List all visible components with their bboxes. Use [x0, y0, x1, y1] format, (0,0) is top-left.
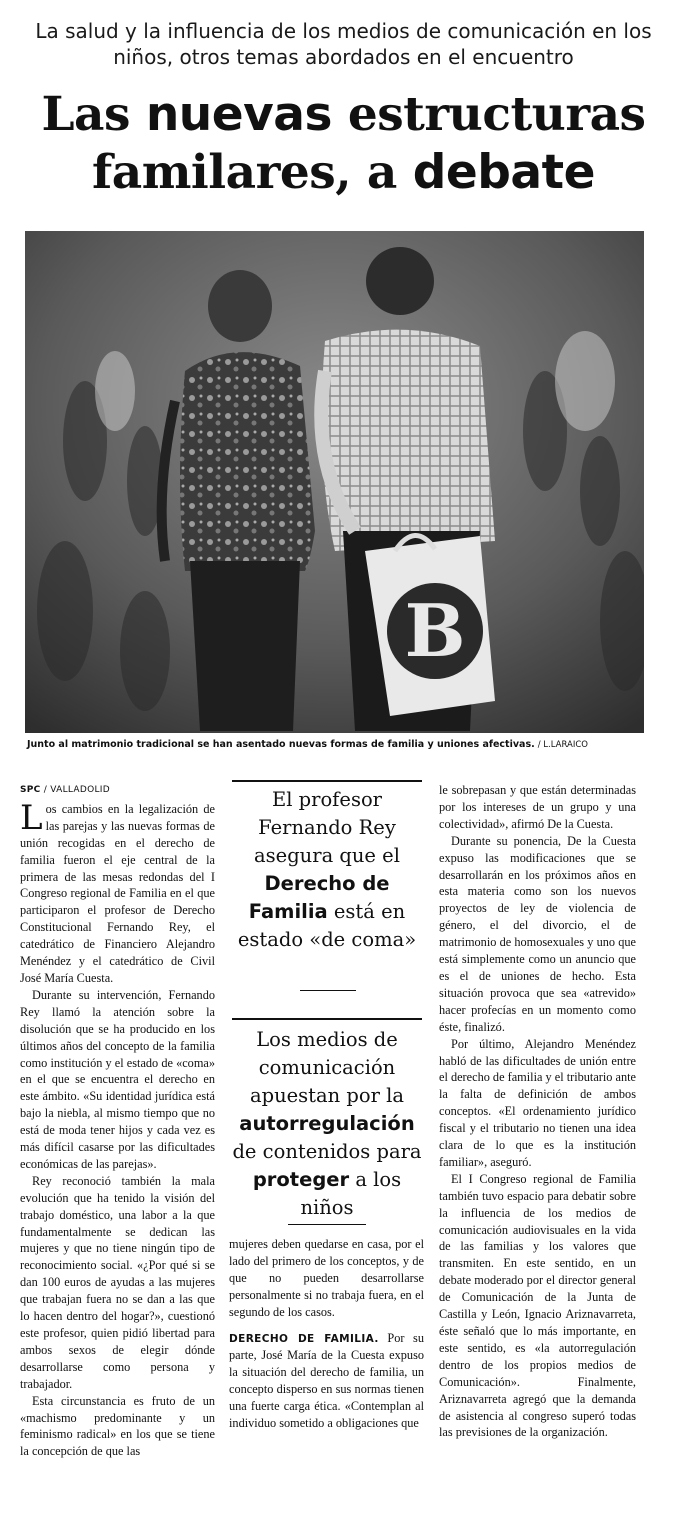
byline-place: / VALLADOLID — [40, 785, 110, 795]
paragraph: Durante su intervención, Fernando Rey llamó la atención sobre la disolución que se ha producido en los últimos años del concepto de la familia como institución y el estado de «coma» en el que se encuentra el derecho en este ámbito. «Su identidad jurídica está bajo la niebla, al mismo tiempo que no está de moda tener hijos y cada vez es más difícil casarse por las dificultades económicas de las parejas». — [20, 987, 215, 1171]
couple-walking-image — [25, 231, 644, 733]
article-subtitle: La salud y la influencia de los medios de comunicación en los niños, otros temas abordados en el encuentro — [35, 19, 652, 69]
pull-quote-text: está en estado «de coma» — [237, 900, 417, 951]
paragraph: Rey reconoció también la mala evolución que ha tenido la visión del trabajo doméstico, una labor a la que fundamentalmente se dedican las mujeres y que no tiene ningún tipo de reconocimiento social. «¿Por qué si se dan 100 euros de ayudas a las mujeres que trabajan fuera no se dan a las que lo hacen dentro del hogar?», cuestionó este profesor, quien pidió libertad para ambos sexos de elegir dónde desarrollarse como persona y trabajador. — [20, 1173, 215, 1391]
pull-quote-text: de contenidos para — [232, 1140, 422, 1163]
paragraph-text: Por su parte, José María de la Cuesta expuso la situación del derecho de familia, un concepto disperso en sus normas tienen una fuerte carga ética. «Contemplan al individuo sometido a obligaciones que — [229, 1330, 424, 1431]
article-column-2 — [229, 1236, 424, 1432]
article-column-3 — [439, 782, 636, 1441]
caption-text: Junto al matrimonio tradicional se han asentado nuevas formas de familia y uniones afectivas. — [27, 739, 535, 750]
byline-agency: SPC — [20, 785, 41, 795]
pull-quote-bold: Derecho de Familia — [248, 872, 390, 923]
pull-quote-bold: autorregulación — [239, 1112, 415, 1135]
pullquote-rule — [232, 1018, 422, 1020]
bag-letter: B — [404, 588, 466, 673]
paragraph: Esta circunstancia es fruto de un «machismo predominante y un feminismo radical» en los que se tiene la concepción de que las — [20, 1393, 215, 1459]
paragraph: El I Congreso regional de Familia también tuvo espacio para debatir sobre la influencia de los medios de comunicación audiovisuales en la vida de las familias y los valores que transmiten. En este sentido, en un debate moderado por el director general de Comunicación de la Junta de Castilla y León, Ignacio Ariznavarreta, éste señaló que lo más importante, en este sentido, es «la autorregulación dentro de los propios medios de Comunicación». Finalmente, Ariznavarreta agregó que la demanda de asistencia al congreso superó todas las previsiones de la organización. — [439, 1171, 636, 1440]
photo-caption — [27, 738, 647, 752]
pullquote-rule — [300, 990, 356, 991]
pull-quote-bold: proteger — [252, 1168, 350, 1191]
headline-bold: debate — [412, 145, 595, 200]
paragraph: Por último, Alejandro Menéndez habló de las dificultades de unión entre el derecho de familia y el tributario ante la falta de definición de ambos conceptos. «El ordenamiento jurídico fiscal y el tributario no tienen una idea clara de lo que es la institución familiar», aseguró. — [439, 1036, 637, 1169]
pullquote-rule — [232, 780, 422, 782]
article-headline — [10, 86, 677, 202]
drop-cap: L — [20, 797, 43, 838]
headline-part: Las — [41, 87, 146, 142]
pull-quote-1 — [232, 786, 422, 954]
paragraph: le sobrepasan y que están determinadas por los intereses de un grupo y una colectividad», afirmó De la Cuesta. — [439, 783, 636, 831]
article-photo — [25, 231, 644, 733]
paragraph: Durante su ponencia, De la Cuesta expuso las modificaciones que se desarrollarán en los próximos años en esta materia como son los nuevos proyectos de ley de violencia de género, el del divorcio, el de matrimonio de homosexuales y uno que está simplemente como un anuncio que es el de uniones de hecho. Esta situación provoca que sea «atrevido» hacer profecías en un momento como éste, finalizó. — [439, 833, 636, 1034]
section-runin-heading: DERECHO DE FAMILIA. — [229, 1332, 379, 1345]
headline-bold: nuevas — [145, 87, 332, 142]
byline — [20, 782, 215, 799]
pullquote-rule — [288, 1224, 366, 1225]
photo-credit: / L.LARAICO — [537, 740, 588, 750]
pull-quote-text: a los niños — [300, 1168, 402, 1219]
paragraph — [229, 1330, 424, 1432]
pull-quote-text: Los medios de comunicación apuestan por la — [249, 1028, 405, 1107]
paragraph-text: os cambios en la legalización de las parejas y las nuevas formas de unión recogidas en el derecho de familia fueron el eje central de la primera de las mesas redondas del I Congreso regional de Familia en el que participaron el profesor de Derecho Constitucional Fernando Rey, el catedrático de Financiero Alejandro Menéndez y el catedrático de Civil José María Cuesta. — [20, 801, 215, 985]
headline-part: estructuras familares, a — [92, 87, 646, 200]
paragraph — [20, 797, 215, 987]
article-column-1 — [20, 782, 215, 1460]
pull-quote-2 — [232, 1026, 422, 1222]
paragraph: mujeres deben quedarse en casa, por el lado del primero de los conceptos, y de que no pueden desarrollarse personalmente si no trabaja fuera, en el segundo de los casos. — [229, 1237, 424, 1319]
pull-quote-text: El profesor Fernando Rey asegura que el — [254, 788, 400, 867]
